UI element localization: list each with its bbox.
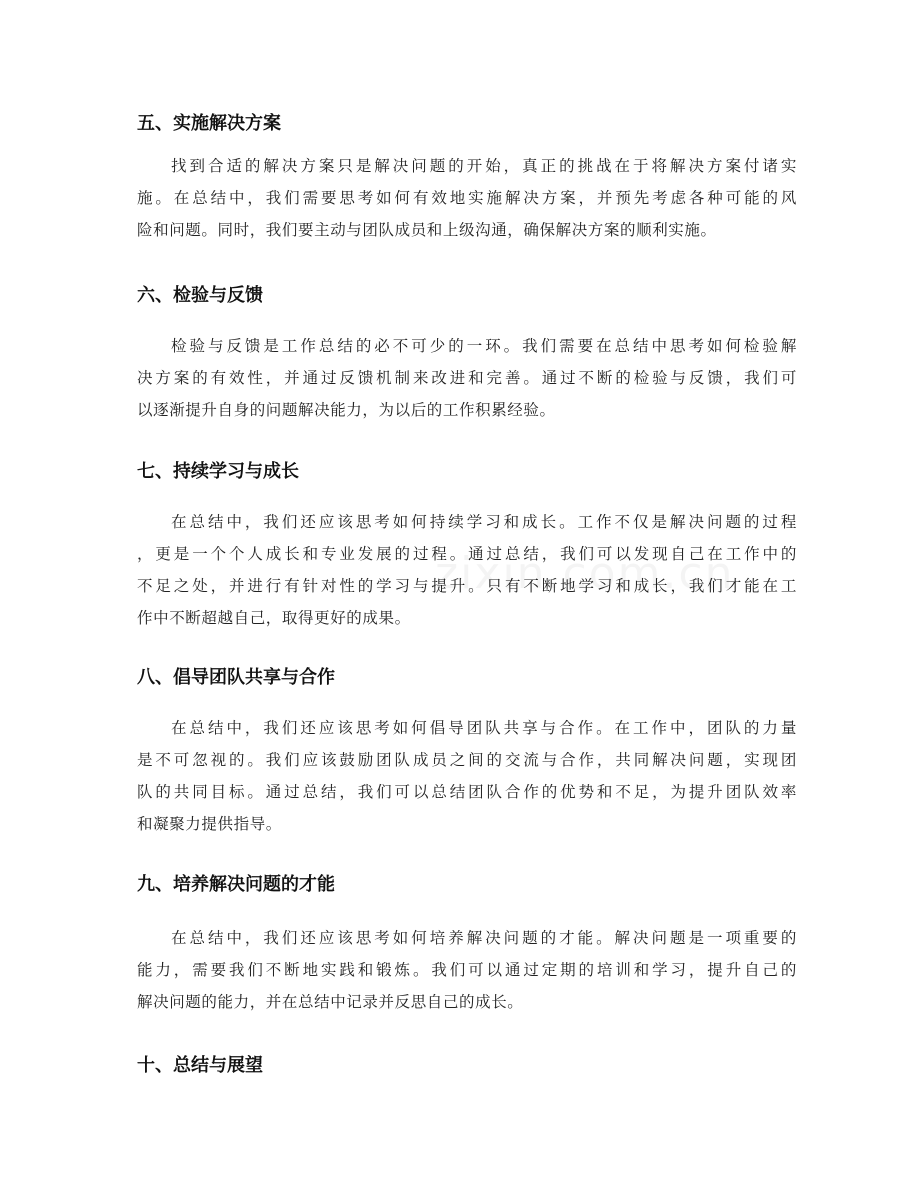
- paragraph-line: 找到合适的解决方案只是解决问题的开始，真正的挑战在于将解决方案付诸实: [171, 157, 797, 175]
- section-heading-5: 五、实施解决方案: [137, 113, 281, 134]
- section-paragraph-8: [137, 712, 797, 840]
- section-heading-7: 七、持续学习与成长: [137, 461, 299, 482]
- paragraph-line: 和凝聚力提供指导。: [137, 815, 282, 833]
- watermark-text: [435, 548, 735, 599]
- section-heading-9: 九、培养解决问题的才能: [137, 874, 335, 895]
- paragraph-line: 以逐渐提升自身的问题解决能力，为以后的工作积累经验。: [137, 401, 556, 419]
- paragraph-line: 施。在总结中，我们需要思考如何有效地实施解决方案，并预先考虑各种可能的风: [137, 189, 797, 207]
- section-paragraph-6: [137, 330, 797, 426]
- paragraph-line: 检验与反馈是工作总结的必不可少的一环。我们需要在总结中思考如何检验解: [171, 337, 797, 355]
- paragraph-line: 在总结中，我们还应该思考如何持续学习和成长。工作不仅是解决问题的过程: [171, 513, 797, 531]
- section-heading-8: 八、倡导团队共享与合作: [137, 667, 335, 688]
- section-heading-10: 十、总结与展望: [137, 1055, 263, 1076]
- paragraph-line: 作中不断超越自己，取得更好的成果。: [137, 609, 411, 627]
- paragraph-line: 在总结中，我们还应该思考如何培养解决问题的才能。解决问题是一项重要的: [171, 929, 797, 947]
- paragraph-line: 不足之处，并进行有针对性的学习与提升。只有不断地学习和成长，我们才能在工: [137, 577, 797, 595]
- paragraph-line: ，更是一个个人成长和专业发展的过程。通过总结，我们可以发现自己在工作中的: [137, 545, 797, 563]
- paragraph-line: 险和问题。同时，我们要主动与团队成员和上级沟通，确保解决方案的顺利实施。: [137, 221, 717, 239]
- paragraph-line: 解决问题的能力，并在总结中记录并反思自己的成长。: [137, 993, 524, 1011]
- paragraph-line: 队的共同目标。通过总结，我们可以总结团队合作的优势和不足，为提升团队效率: [137, 783, 797, 801]
- section-paragraph-5: [137, 150, 797, 246]
- paragraph-line: 决方案的有效性，并通过反馈机制来改进和完善。通过不断的检验与反馈，我们可: [137, 369, 797, 387]
- paragraph-line: 能力，需要我们不断地实践和锻炼。我们可以通过定期的培训和学习，提升自己的: [137, 961, 797, 979]
- paragraph-line: 在总结中，我们还应该思考如何倡导团队共享与合作。在工作中，团队的力量: [171, 719, 797, 737]
- paragraph-line: 是不可忽视的。我们应该鼓励团队成员之间的交流与合作，共同解决问题，实现团: [137, 751, 797, 769]
- section-paragraph-9: [137, 922, 797, 1018]
- section-heading-6: 六、检验与反馈: [137, 285, 263, 306]
